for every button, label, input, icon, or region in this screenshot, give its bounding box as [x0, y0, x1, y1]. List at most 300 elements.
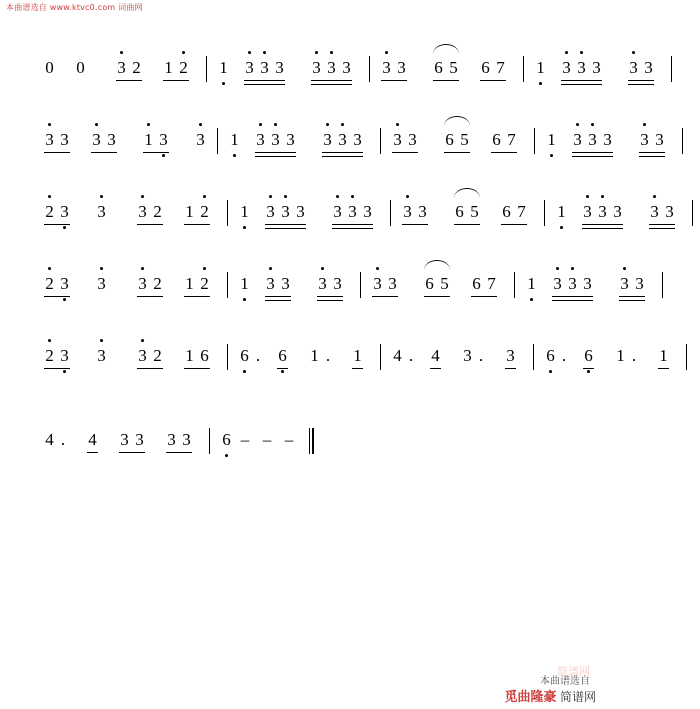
music-score	[0, 40, 674, 472]
barline	[514, 272, 515, 298]
note: 3 •	[138, 261, 147, 293]
beam-line-2	[311, 84, 352, 85]
octave-dot-up: •	[140, 261, 145, 276]
note: 2 •	[45, 189, 54, 221]
note: 3 •	[640, 117, 649, 149]
note: 1 •	[240, 202, 249, 235]
note: 6	[455, 202, 464, 221]
note: 5	[440, 274, 449, 293]
note: 3	[592, 58, 601, 77]
octave-dot-down: •	[62, 364, 67, 379]
octave-dot-up: •	[140, 189, 145, 204]
beam-line	[471, 296, 497, 297]
note: 3 •	[45, 117, 54, 149]
octave-dot-up: •	[99, 333, 104, 348]
note: 4	[431, 346, 440, 365]
duration-dot: .	[408, 346, 414, 365]
note: 1 •	[240, 274, 249, 307]
beam-line	[628, 80, 654, 81]
octave-dot-up: •	[570, 261, 575, 276]
note: 3 •	[588, 117, 597, 149]
note-group	[265, 261, 291, 294]
note: 3 •	[256, 117, 265, 149]
octave-dot-up: •	[642, 117, 647, 132]
octave-dot-down: •	[62, 220, 67, 235]
note: 6	[434, 58, 443, 77]
note: 3 •	[338, 117, 347, 149]
note: 3 •	[117, 45, 126, 77]
note: 3 •	[92, 117, 101, 149]
beam-line	[444, 152, 470, 153]
note: 3	[107, 130, 116, 149]
note: 3	[296, 202, 305, 221]
note: 6 •	[584, 346, 593, 379]
hold-dash: –	[240, 430, 250, 449]
note: 3 •	[318, 261, 327, 293]
beam-line	[639, 152, 665, 153]
score-line-5	[0, 328, 668, 400]
note-group	[137, 189, 163, 222]
note-group	[44, 333, 70, 379]
note: 3 •	[573, 117, 582, 149]
note: 2 •	[45, 333, 54, 365]
site-logo: 觅曲隆豪	[504, 690, 557, 705]
note: 5	[449, 58, 458, 77]
beam-line-2	[619, 300, 645, 301]
note: 3 •	[327, 45, 336, 77]
beam-line	[143, 152, 169, 153]
note: 6	[472, 274, 481, 293]
slur-arc	[433, 44, 459, 54]
note-group	[277, 346, 288, 379]
note: 3 •	[568, 261, 577, 293]
note: 1	[616, 346, 625, 365]
note-group	[44, 117, 70, 150]
barline	[217, 128, 218, 154]
note-group	[184, 189, 210, 222]
octave-dot-up: •	[47, 261, 52, 276]
note: 2 •	[45, 261, 54, 293]
note: 6	[492, 130, 501, 149]
note: 5	[460, 130, 469, 149]
note: 3	[388, 274, 397, 293]
top-watermark: 本曲谱选自 www.ktvc0.com 词曲网	[6, 3, 143, 12]
barline	[380, 344, 381, 370]
beam-line	[322, 152, 363, 153]
barline	[390, 200, 391, 226]
score-line-3	[0, 184, 674, 256]
duration-dot: .	[60, 430, 66, 449]
beam-line	[372, 296, 398, 297]
beam-line-2	[561, 84, 602, 85]
note-group	[184, 261, 210, 294]
note: 3 •	[260, 45, 269, 77]
note-group	[184, 346, 210, 366]
note-group	[255, 117, 296, 150]
octave-dot-up: •	[375, 261, 380, 276]
octave-dot-down: •	[242, 292, 247, 307]
note: 3 •	[271, 117, 280, 149]
note: 5	[470, 202, 479, 221]
beam-line	[184, 224, 210, 225]
note: 2	[153, 274, 162, 293]
note: 3 •	[620, 261, 629, 293]
octave-dot-down: •	[62, 292, 67, 307]
octave-dot-up: •	[99, 189, 104, 204]
score-line-4	[0, 256, 644, 328]
hold-dash: –	[284, 430, 294, 449]
note: 3	[613, 202, 622, 221]
note: 1 •	[557, 202, 566, 235]
beam-line	[44, 224, 70, 225]
bottom-watermark	[504, 676, 596, 705]
note-group	[582, 189, 623, 222]
note: 1	[185, 202, 194, 221]
octave-dot-up: •	[555, 261, 560, 276]
note: 2 •	[179, 45, 188, 77]
octave-dot-up: •	[262, 45, 267, 60]
beam-line	[44, 296, 70, 297]
beam-line	[317, 296, 343, 297]
beam-line	[265, 296, 291, 297]
note: 0	[76, 58, 85, 77]
beam-line	[381, 80, 407, 81]
note: 3 •	[138, 189, 147, 221]
note: 3	[135, 430, 144, 449]
octave-dot-down: •	[549, 148, 554, 163]
beam-line	[572, 152, 613, 153]
beam-line	[244, 80, 285, 81]
final-barline-thin	[309, 428, 310, 454]
note: 1	[164, 58, 173, 77]
note: 3	[182, 430, 191, 449]
beam-line	[184, 296, 210, 297]
note: 6	[481, 58, 490, 77]
octave-dot-up: •	[314, 45, 319, 60]
duration-dot: .	[478, 346, 484, 365]
octave-dot-down: •	[548, 364, 553, 379]
note: 3 •	[403, 189, 412, 221]
note-group	[628, 45, 654, 78]
note: 3 •	[266, 189, 275, 221]
note: 0	[45, 58, 54, 77]
note: 2	[153, 202, 162, 221]
beam-line	[552, 296, 593, 297]
octave-dot-up: •	[119, 45, 124, 60]
octave-dot-up: •	[384, 45, 389, 60]
note-group	[137, 261, 163, 294]
beam-line	[352, 368, 363, 369]
note: 3	[665, 202, 674, 221]
duration-dot: .	[631, 346, 637, 365]
octave-dot-up: •	[590, 117, 595, 132]
site-name: 简谱网	[559, 690, 596, 704]
note: 3	[167, 430, 176, 449]
beam-line-2	[628, 84, 654, 85]
note: 3 •	[333, 189, 342, 221]
slur-arc	[424, 260, 450, 270]
note: 3	[655, 130, 664, 149]
note: 1 •	[230, 130, 239, 163]
beam-line	[119, 452, 145, 453]
note: 3 •	[60, 202, 69, 235]
note: 6 •	[222, 430, 231, 463]
score-line-2	[0, 112, 664, 184]
octave-dot-up: •	[47, 117, 52, 132]
note: 1 •	[144, 117, 153, 149]
score-line-1	[0, 40, 653, 112]
beam-line-2	[255, 156, 296, 157]
note: 3 •	[245, 45, 254, 77]
note-group	[658, 346, 669, 366]
octave-dot-up: •	[202, 189, 207, 204]
octave-dot-up: •	[622, 261, 627, 276]
note: 1	[659, 346, 668, 365]
octave-dot-down: •	[224, 448, 229, 463]
octave-dot-up: •	[268, 189, 273, 204]
note-group	[454, 202, 480, 222]
octave-dot-up: •	[575, 117, 580, 132]
note: 1	[185, 346, 194, 365]
beam-line-2	[265, 228, 306, 229]
beam-line	[619, 296, 645, 297]
octave-dot-up: •	[405, 189, 410, 204]
note-group	[392, 117, 418, 150]
beam-line-2	[572, 156, 613, 157]
octave-dot-down: •	[586, 364, 591, 379]
note: 3	[583, 274, 592, 293]
beam-line-2	[244, 84, 285, 85]
note: 3 •	[393, 117, 402, 149]
octave-dot-up: •	[325, 117, 330, 132]
beam-line	[649, 224, 675, 225]
note-group	[244, 45, 285, 78]
note: 3 •	[281, 189, 290, 221]
beam-line	[91, 152, 117, 153]
note: 3 •	[650, 189, 659, 221]
beam-line	[402, 224, 428, 225]
note-group	[639, 117, 665, 150]
note-group	[444, 130, 470, 150]
beam-line	[491, 152, 517, 153]
note: 2 •	[200, 261, 209, 293]
beam-line-2	[265, 300, 291, 301]
note: 3 •	[373, 261, 382, 293]
octave-dot-up: •	[47, 333, 52, 348]
note: 1 •	[219, 58, 228, 91]
octave-dot-down: •	[559, 220, 564, 235]
note-group	[91, 117, 117, 150]
barline	[227, 272, 228, 298]
barline	[360, 272, 361, 298]
note-group	[430, 346, 441, 366]
note: 6	[445, 130, 454, 149]
beam-line-2	[332, 228, 373, 229]
barline	[227, 344, 228, 370]
note-group	[87, 430, 98, 450]
octave-dot-down: •	[280, 364, 285, 379]
note: 3	[463, 346, 472, 365]
note: 6 •	[546, 346, 555, 379]
barline	[369, 56, 370, 82]
beam-line-2	[322, 156, 363, 157]
note: 3	[353, 130, 362, 149]
note: 3 •	[348, 189, 357, 221]
octave-dot-down: •	[242, 364, 247, 379]
note-group	[317, 261, 343, 294]
octave-dot-up: •	[564, 45, 569, 60]
barline	[682, 128, 683, 154]
octave-dot-down: •	[242, 220, 247, 235]
note-group	[561, 45, 602, 78]
note: 6 •	[278, 346, 287, 379]
note: 3 •	[159, 130, 168, 163]
beam-line	[137, 368, 163, 369]
note-group	[480, 58, 506, 78]
octave-dot-down: •	[232, 148, 237, 163]
octave-dot-up: •	[202, 261, 207, 276]
beam-line-2	[582, 228, 623, 229]
barline	[692, 200, 693, 226]
octave-dot-up: •	[146, 117, 151, 132]
note-group	[402, 189, 428, 222]
score-line-6	[0, 400, 600, 472]
note-group	[311, 45, 352, 78]
note: 3	[281, 274, 290, 293]
note-group	[44, 189, 70, 235]
note: 3	[418, 202, 427, 221]
octave-dot-up: •	[652, 189, 657, 204]
octave-dot-up: •	[283, 189, 288, 204]
bottom-watermark-text: 本曲谱选自	[540, 676, 590, 687]
note: 3	[286, 130, 295, 149]
note: 3	[275, 58, 284, 77]
beam-line	[561, 80, 602, 81]
note: 3 •	[562, 45, 571, 77]
note: 7	[496, 58, 505, 77]
note: 3	[603, 130, 612, 149]
octave-dot-up: •	[140, 333, 145, 348]
octave-dot-up: •	[181, 45, 186, 60]
note: 3	[408, 130, 417, 149]
note: 6	[425, 274, 434, 293]
beam-line	[87, 452, 98, 453]
note: 4	[45, 430, 54, 449]
octave-dot-up: •	[99, 261, 104, 276]
beam-line-2	[649, 228, 675, 229]
note: 3 •	[138, 333, 147, 365]
octave-dot-up: •	[258, 117, 263, 132]
note: 3	[644, 58, 653, 77]
octave-dot-up: •	[585, 189, 590, 204]
note: 1 •	[547, 130, 556, 163]
barline	[686, 344, 687, 370]
beam-line	[430, 368, 441, 369]
note: 3	[506, 346, 515, 365]
note: 1 •	[527, 274, 536, 307]
barline	[544, 200, 545, 226]
slur-arc	[444, 116, 470, 126]
octave-dot-up: •	[47, 189, 52, 204]
beam-line	[332, 224, 373, 225]
note-group	[163, 45, 189, 78]
note-group	[143, 117, 169, 163]
note-group	[352, 346, 363, 366]
beam-line	[454, 224, 480, 225]
beam-line	[582, 224, 623, 225]
note-group	[322, 117, 363, 150]
note-group	[119, 430, 145, 450]
note: 7	[507, 130, 516, 149]
duration-dot: .	[325, 346, 331, 365]
note: 7	[517, 202, 526, 221]
note: 3 •	[598, 189, 607, 221]
octave-dot-up: •	[600, 189, 605, 204]
beam-line	[480, 80, 506, 81]
note: 6 •	[240, 346, 249, 379]
note: 3	[342, 58, 351, 77]
barline	[534, 128, 535, 154]
note-group	[572, 117, 613, 150]
note-group	[137, 333, 163, 366]
note: 6	[200, 346, 209, 365]
note-group	[424, 274, 450, 294]
beam-line	[163, 80, 189, 81]
beam-line-2	[639, 156, 665, 157]
note: 3	[363, 202, 372, 221]
note: 3	[60, 130, 69, 149]
note: 3 •	[60, 274, 69, 307]
note: 3	[635, 274, 644, 293]
note-group	[44, 261, 70, 307]
note: 3 •	[553, 261, 562, 293]
note: 3 •	[266, 261, 275, 293]
beam-line	[658, 368, 669, 369]
note-group	[505, 346, 516, 366]
beam-line-2	[552, 300, 593, 301]
note: 3	[120, 430, 129, 449]
beam-line	[116, 80, 142, 81]
note: 3 •	[97, 333, 106, 365]
note: 2 •	[200, 189, 209, 221]
note: 7	[487, 274, 496, 293]
note-group	[372, 261, 398, 294]
note: 3 •	[196, 117, 205, 149]
beam-line	[277, 368, 288, 369]
note: 3 •	[583, 189, 592, 221]
duration-dot: .	[255, 346, 261, 365]
beam-line	[137, 224, 163, 225]
note-group	[619, 261, 645, 294]
octave-dot-up: •	[94, 117, 99, 132]
octave-dot-up: •	[273, 117, 278, 132]
octave-dot-down: •	[161, 148, 166, 163]
octave-dot-up: •	[631, 45, 636, 60]
barline	[227, 200, 228, 226]
note: 4	[393, 346, 402, 365]
octave-dot-up: •	[198, 117, 203, 132]
final-barline	[309, 428, 314, 454]
note-group	[433, 58, 459, 78]
note: 3	[333, 274, 342, 293]
note-group	[471, 274, 497, 294]
octave-dot-down: •	[538, 76, 543, 91]
barline	[671, 56, 672, 82]
note-group	[552, 261, 593, 294]
note: 1 •	[536, 58, 545, 91]
beam-line	[433, 80, 459, 81]
note: 3 •	[382, 45, 391, 77]
